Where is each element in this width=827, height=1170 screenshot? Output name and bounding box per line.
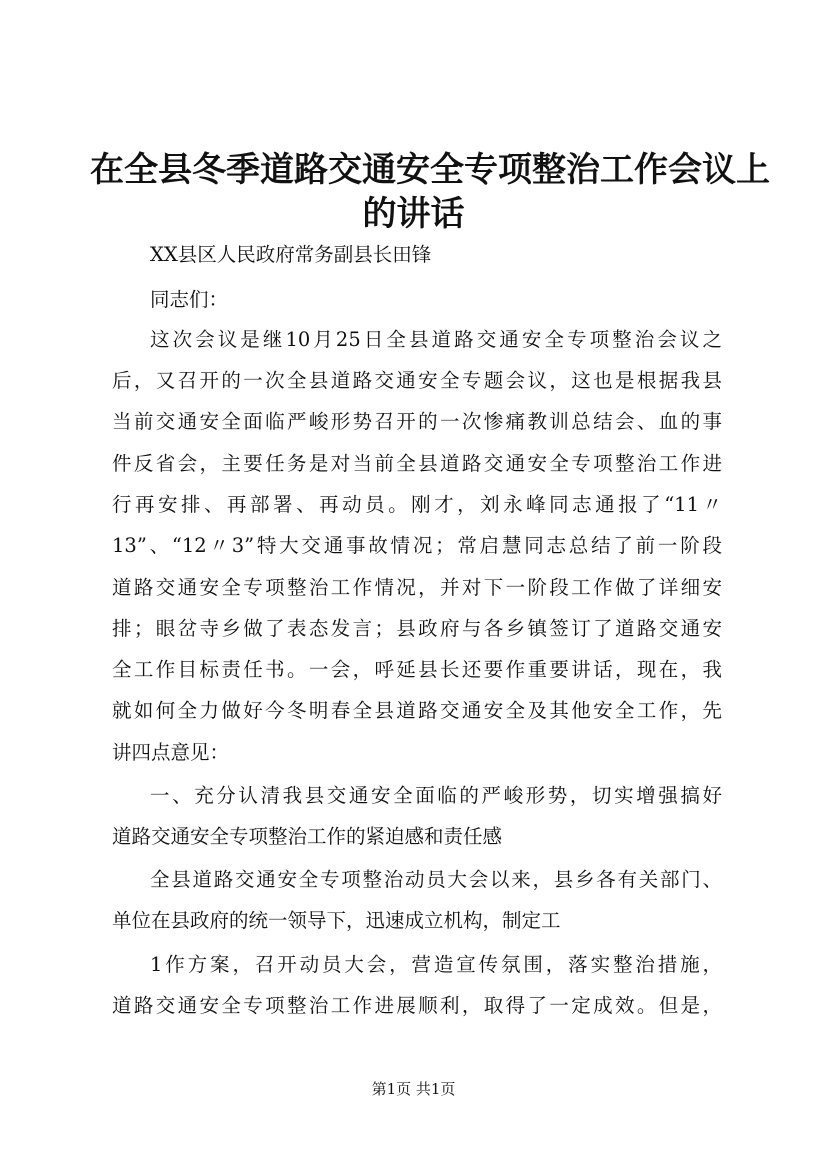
page-number-footer: 第1页 共1页 bbox=[371, 1080, 456, 1098]
paragraph-1-line: 排；眼岔寺乡做了表态发言；县政府与各乡镇签订了道路交通安 bbox=[112, 617, 722, 640]
paragraph-3-line: 道路交通安全专项整治工作进展顺利，取得了一定成效。但是， bbox=[112, 994, 722, 1017]
paragraph-2-line: 全县道路交通安全专项整治动员大会以来，县乡各有关部门、 bbox=[150, 868, 722, 891]
paragraph-3-line: 1作方案，召开动员大会，营造宣传氛围，落实整治措施， bbox=[150, 953, 722, 976]
section-heading-line: 道路交通安全专项整治工作的紧迫感和责任感 bbox=[112, 825, 503, 848]
paragraph-2-line: 单位在县政府的统一领导下，迅速成立机构，制定工 bbox=[112, 909, 561, 932]
section-heading-line: 一、充分认清我县交通安全面临的严峻形势，切实增强搞好 bbox=[150, 784, 722, 807]
paragraph-1-line: 件反省会，主要任务是对当前全县道路交通安全专项整治工作进 bbox=[112, 452, 722, 475]
salutation: 同志们： bbox=[150, 288, 229, 311]
author-line: XX县区人民政府常务副县长田锋 bbox=[150, 243, 432, 266]
paragraph-1-line: 讲四点意见： bbox=[112, 741, 230, 764]
paragraph-1-line: 当前交通安全面临严峻形势召开的一次惨痛教训总结会、血的事 bbox=[112, 410, 722, 433]
paragraph-1-line: 全工作目标责任书。一会，呼延县长还要作重要讲话，现在，我 bbox=[112, 658, 722, 681]
paragraph-1-line: 道路交通安全专项整治工作情况，并对下一阶段工作做了详细安 bbox=[112, 576, 722, 599]
document-title-line-1: 在全县冬季道路交通安全专项整治工作会议上 bbox=[90, 150, 770, 190]
paragraph-1-line: 就如何全力做好今冬明春全县道路交通安全及其他安全工作，先 bbox=[112, 699, 722, 722]
document-title-line-2: 的讲话 bbox=[362, 194, 465, 234]
paragraph-1-line: 后，又召开的一次全县道路交通安全专题会议，这也是根据我县 bbox=[112, 369, 722, 392]
paragraph-1-line: 13”、“12〃3”特大交通事故情况；常启慧同志总结了前一阶段 bbox=[112, 534, 722, 557]
paragraph-1-line: 这次会议是继10月25日全县道路交通安全专项整治会议之 bbox=[150, 328, 722, 351]
paragraph-1-line: 行再安排、再部署、再动员。刚才，刘永峰同志通报了“11〃 bbox=[112, 493, 722, 516]
